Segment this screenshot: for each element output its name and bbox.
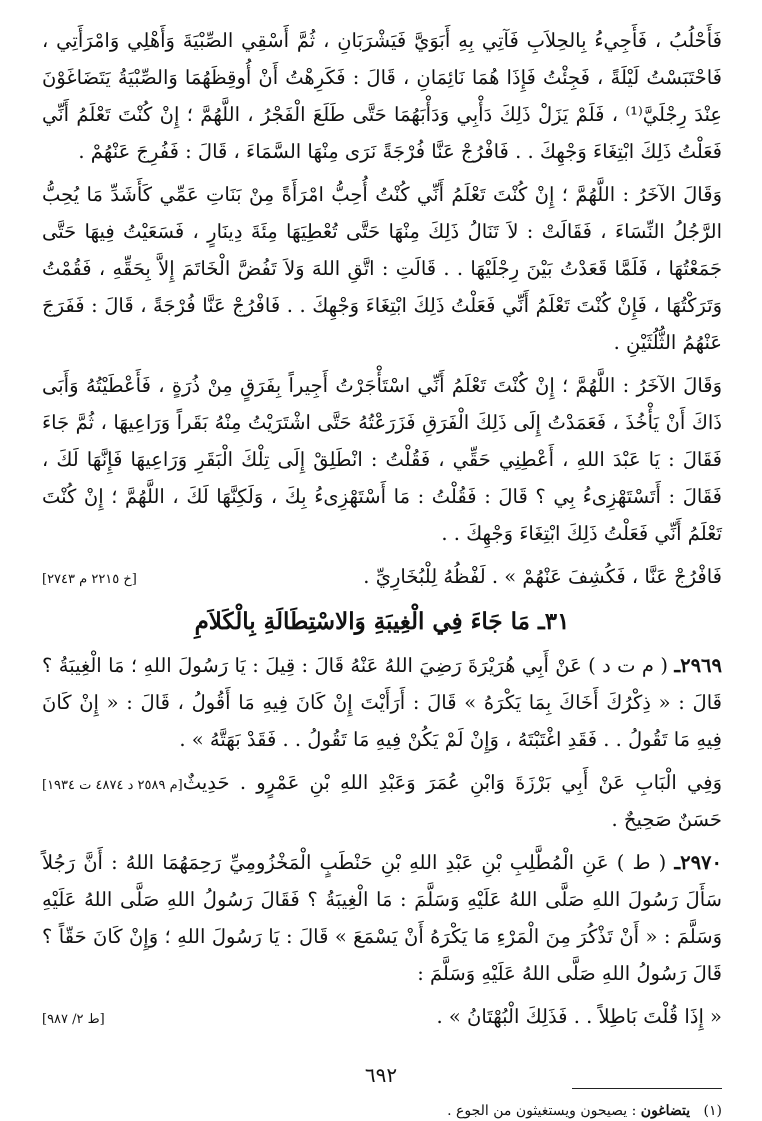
hadith-number: ٢٩٦٩ـ	[674, 654, 722, 677]
page-body	[42, 22, 722, 1121]
footnote-term: يتضاغون	[640, 1103, 691, 1119]
footnote-marker: (١)	[703, 1103, 722, 1119]
text-line: يَزَلْ ذَلِكَ دَأْبِي وَدَأْبَهُمَا حَتَّى طَلَعَ الْفَجْرُ ، اللَّهُمَّ ؛ إِنْ كُنْتَ تَعْلَمُ أَنِّي فَعَلْتُ ذَلِكَ ابْتِغَاءَ وَجْهِكَ . .	[42, 103, 722, 163]
bab-note	[42, 764, 722, 838]
text-line: الْمَرْءِ مَا يَكْرَهُ أَنْ يَسْمَعَ » قَالَ : يَا رَسُولَ اللهِ ؛ وَإِنْ كَانَ حَقّاً ؟ قَالَ رَسُولُ اللهِ صَلَّى اللهُ عَلَيْهِ وَسَلَّمَ :	[42, 925, 722, 985]
text-line: فَافْرُجْ عَنَّا ، فَكُشِفَ عَنْهُمْ » . لَفْظُهُ لِلْبُخَارِيِّ .	[363, 565, 722, 588]
text-line: « ذِكْرُكَ أَخَاكَ بِمَا يَكْرَهُ » قَالَ : أَرَأَيْتَ إِنْ كَانَ فِيهِ مَا أَقُولُ ، قَالَ : « إِنْ كَانَ فِيهِ مَا تَقُولُ . . فَقَدِ	[42, 691, 722, 751]
chapter-title: ٣١ـ مَا جَاءَ فِي الْغِيبَةِ وَالاسْتِطَالَةِ بِالْكَلاَمِ	[194, 608, 570, 635]
text-line: فَأَحْلُبُ ، فَأَجِيءُ بِالحِلاَبِ فَآتِي بِهِ أَبَوَيَّ فَيَشْرَبَانِ ، ثُمَّ أَسْقِي الصِّبْيَةَ وَأَهْلِي وَامْرَأَتِي ، فَاحْتَبَسْتُ	[42, 29, 723, 89]
text-line: وَقَالَ الآخَرُ : اللَّهُمَّ ؛ إِنْ كُنْتَ تَعْلَمُ أَنِّي اسْتَأْجَرْتُ أَجِيراً بِفَرَقٍ مِنْ ذُرَةٍ ، فَأَعْطَيْتُهُ وَأَبَى ذَاكَ أَنْ	[42, 374, 722, 434]
footnote	[42, 1101, 722, 1121]
text-line: لَيْلَةً ، فَجِئْتُ فَإِذَا هُمَا نَائِمَانِ ، قَالَ : فَكَرِهْتُ أَنْ أُوقِظَهُمَا وَالصِّبْيَةُ يَتَضَاغَوْنَ عِنْدَ رِجْلَيَّ⁽¹⁾ ، فَلَمْ	[42, 66, 722, 126]
source-reference: [ط ٢/ ٩٨٧]	[42, 1012, 105, 1027]
hadith-2970	[42, 844, 722, 992]
hadith-2970-end	[42, 998, 722, 1038]
page-number: ٦٩٢	[364, 1063, 398, 1087]
paragraph-second-man	[42, 176, 722, 361]
text-line: بَيْنَ رِجْلَيْهَا . . قَالَتِ : اتَّقِ اللهَ وَلاَ تَفُضَّ الْخَاتَمَ إِلاَّ بِحَقِّهِ ، فَقُمْتُ وَتَرَكْتُهَا ، فَإِنْ كُنْتَ تَعْلَمُ أَنِّي	[42, 257, 722, 317]
text-line: رَسُولَ اللهِ صَلَّى اللهُ عَلَيْهِ وَسَلَّمَ : مَا الْغِيبَةُ ؟ فَقَالَ رَسُولُ اللهِ صَلَّى اللهُ عَلَيْهِ وَسَلَّمَ : « أَنْ تَذْكُرَ مِنَ	[42, 888, 723, 948]
text-line: النِّسَاءَ ، فَقَالَتْ : لاَ تَنَالُ ذَلِكَ مِنْهَا حَتَّى تُعْطِيَهَا مِئَةَ دِينَارٍ ، فَسَعَيْتُ فِيهَا حَتَّى جَمَعْتُهَا ، فَلَمَّا قَعَدْتُ	[42, 220, 723, 280]
text-line: فَقُلْتُ : مَا أَسْتَهْزِىءُ بِكَ ، وَلَكِنَّهَا لَكَ ، اللَّهُمَّ ؛ إِنْ كُنْتَ تَعْلَمُ أَنِّي فَعَلْتُ ذَلِكَ ابْتِغَاءَ وَجْهِكَ . .	[42, 485, 722, 545]
text-line: يَأْخُذَ ، فَعَمَدْتُ إِلَى ذَلِكَ الْفَرَقِ فَزَرَعْتُهُ حَتَّى اشْتَرَيْتُ مِنْهُ بَقَراً وَرَاعِيهَا ، ثُمَّ جَاءَ فَقَالَ : يَا عَبْدَ اللهِ ،	[42, 411, 722, 471]
text-line: « إِذَا قُلْتَ بَاطِلاً . . فَذَلِكَ الْبُهْتَانُ » .	[436, 1005, 722, 1028]
hadith-2969	[42, 647, 722, 758]
text-line: ( ط ) عَنِ الْمُطَّلِبِ بْنِ عَبْدِ اللهِ بْنِ حَنْطَبٍ الْمَخْزُومِيِّ رَحِمَهُمَا اللهُ : أَنَّ رَجُلاً سَأَلَ	[42, 851, 722, 911]
text-line: فَعَلْتُ ذَلِكَ ابْتِغَاءَ وَجْهِكَ . . فَافْرُجْ عَنَّا فُرْجَةً ، قَالَ : فَفَرَجَ عَنْهُمُ الثُّلُثَيْنِ .	[42, 294, 722, 354]
hadith-number: ٢٩٧٠ـ	[674, 851, 723, 874]
paragraph-third-man	[42, 367, 722, 552]
source-reference: [م ٢٥٨٩ د ٤٨٧٤ ت ١٩٣٤]	[42, 778, 183, 793]
footnote-divider	[572, 1088, 722, 1089]
source-reference: [خ ٢٢١٥ م ٢٧٤٣]	[42, 572, 137, 587]
text-line: وَفِي الْبَابِ عَنْ أَبِي بَرْزَةَ وَابْنِ عُمَرَ وَعَبْدِ اللهِ بْنِ عَمْرٍو . حَدِيثٌ حَسَنٌ صَحِيحٌ .	[182, 771, 722, 831]
text-line: اغْتَبْتَهُ ، وَإِنْ لَمْ يَكُنْ فِيهِ مَا تَقُولُ . . فَقَدْ بَهَتَّهُ » .	[179, 728, 562, 751]
text-line: أَعْطِنِي حَقِّي ، فَقُلْتُ : انْطَلِقْ إِلَى تِلْكَ الْبَقَرِ وَرَاعِيهَا فَإِنَّهَا لَكَ ، فَقَالَ : أَتَسْتَهْزِىءُ بِي ؟ قَالَ :	[42, 448, 722, 508]
paragraph-third-man-end	[42, 558, 722, 598]
text-line: وَقَالَ الآخَرُ : اللَّهُمَّ ؛ إِنْ كُنْتَ تَعْلَمُ أَنِّي كُنْتُ أُحِبُّ امْرَأَةً مِنْ بَنَاتِ عَمِّي كَأَشَدِّ مَا يُحِبُّ الرَّجُلُ	[42, 183, 723, 243]
paragraph-first-man	[42, 22, 722, 170]
text-line: فَافْرُجْ عَنَّا فُرْجَةً نَرَى مِنْهَا السَّمَاءَ ، قَالَ : فَفُرِجَ عَنْهُمْ .	[78, 140, 509, 163]
footnote-text: : يصيحون ويستغيثون من الجوع .	[447, 1103, 637, 1119]
text-line: ( م ت د ) عَنْ أَبِي هُرَيْرَةَ رَضِيَ اللهُ عَنْهُ قَالَ : قِيلَ : يَا رَسُولَ اللهِ ؛ مَا الْغِيبَةُ ؟ قَالَ :	[42, 654, 722, 714]
